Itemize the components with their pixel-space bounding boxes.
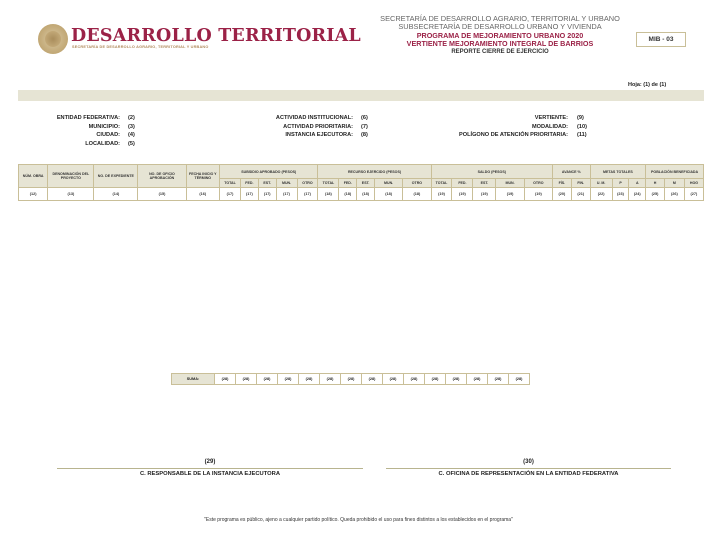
sum-cell: (28) [278,374,299,385]
subheader-total: TOTAL [431,179,452,188]
subheader-otro: OTRO [524,179,552,188]
logo-seal-icon [38,24,68,54]
info-value: (3) [128,123,135,130]
sum-cell: (28) [341,374,362,385]
header-denominacion: DENOMINACIÓN DEL PROYECTO [48,165,94,188]
subsecretaria-line: SUBSECRETARÍA DE DESARROLLO URBANO Y VIVIENDA [398,22,602,32]
sum-cell: (28) [236,374,257,385]
info-label: CIUDAD: [96,132,120,138]
info-left-values [128,115,135,149]
header-poblacion: POBLACIÓN BENEFICIADA [646,165,704,179]
sum-cell: (28) [257,374,278,385]
subheader-fed: FED. [452,179,473,188]
table-cell: (18) [318,188,339,201]
subheader-h: H [646,179,665,188]
subheader-hog: HOG [684,179,703,188]
sum-cell: (28) [215,374,236,385]
header-num-obra: NÚM. OBRA [19,165,48,188]
info-label: INSTANCIA EJECUTORA: [285,132,353,138]
sum-row [172,374,530,385]
info-right-labels [420,115,568,141]
info-value: (7) [361,123,368,130]
header-oficio: NO. DE OFICIO APROBACIÓN [138,165,186,188]
info-label: ENTIDAD FEDERATIVA: [56,115,120,121]
sum-cell: (28) [383,374,404,385]
info-label: MUNICIPIO: [88,123,120,130]
subheader-est: EST. [473,179,496,188]
signature-label: C. OFICINA DE REPRESENTACIÓN EN LA ENTIDAD FEDERATIVA [438,471,619,477]
subheader-otro: OTRO [403,179,431,188]
header-subsidio: SUBSIDIO APROBADO (PESOS) [220,165,318,179]
subheader-mun: MUN. [496,179,524,188]
table-row [19,188,704,201]
signature-label: C. RESPONSABLE DE LA INSTANCIA EJECUTORA [139,471,281,477]
info-label: VERTIENTE: [534,115,568,121]
table-cell: (19) [473,188,496,201]
table-cell: (19) [524,188,552,201]
signature-block-oficina [386,459,671,477]
subheader-fed: FED. [241,179,259,188]
table-cell: (19) [452,188,473,201]
info-middle-labels [240,115,353,141]
sum-cell: (28) [299,374,320,385]
secretaria-line: SECRETARÍA DE DESARROLLO AGRARIO, TERRITORIAL Y URBANO [380,14,620,23]
subheader-p: P [612,179,629,188]
report-title: REPORTE CIERRE DE EJERCICIO [451,49,549,56]
subheader-fin: FIN. [571,179,590,188]
table-cell: (17) [220,188,241,201]
subheader-est: EST. [357,179,375,188]
table-cell: (23) [612,188,629,201]
info-value: (2) [128,115,135,121]
table-cell: (19) [496,188,524,201]
sum-cell: (28) [509,374,530,385]
info-value: (11) [577,132,587,138]
subheader-otro: OTRO [297,179,318,188]
subheader-mun: MUN. [375,179,403,188]
info-label: ACTIVIDAD PRIORITARIA: [283,123,353,130]
header-fecha: FECHA INICIO Y TÉRMINO [186,165,220,188]
table-cell: (12) [19,188,48,201]
subheader-m: M [664,179,684,188]
signature-number: (30) [523,459,534,465]
subheader-fed: FED. [339,179,357,188]
table-cell: (15) [138,188,186,201]
header-recurso: RECURSO EJERCIDO (PESOS) [318,165,431,179]
form-code-badge: MIB - 03 [636,32,686,47]
sum-cell: (28) [488,374,509,385]
info-right-values [577,115,587,141]
table-cell: (17) [241,188,259,201]
sum-cell: (28) [320,374,341,385]
info-label: MODALIDAD: [531,123,568,130]
page-indicator: Hoja: (1) de (1) [628,82,667,88]
header-saldo: SALDO (PESOS) [431,165,552,179]
info-middle-values [361,115,368,141]
subheader-um: U. M. [590,179,612,188]
program-line: PROGRAMA DE MEJORAMIENTO URBANO 2020 [416,30,584,40]
sum-label: SUMA: [172,374,215,385]
table-cell: (22) [590,188,612,201]
signature-line [386,468,671,469]
sum-cell: (28) [404,374,425,385]
header-titles [370,15,630,56]
subheader-total: TOTAL [318,179,339,188]
footer-disclaimer: "Este programa es público, ajeno a cualquier partido político. Queda prohibido el uso para fines distintos a los establecidos en el programa" [204,517,513,523]
info-value: (9) [577,115,584,121]
table-cell: (26) [664,188,684,201]
table-cell: (18) [357,188,375,201]
subheader-a: A [629,179,646,188]
subheader-fis: FÍS. [552,179,571,188]
signature-block-ejecutora [57,459,363,477]
sum-cell: (28) [425,374,446,385]
info-label: ACTIVIDAD INSTITUCIONAL: [275,115,353,121]
table-cell: (13) [48,188,94,201]
report-table [18,164,704,201]
table-cell: (16) [186,188,220,201]
table-cell: (17) [297,188,318,201]
signature-line [57,468,363,469]
sum-cell: (28) [467,374,488,385]
table-cell: (27) [684,188,703,201]
info-value: (5) [128,140,135,147]
info-value: (8) [361,132,368,138]
header-avance: AVANCE % [552,165,590,179]
header-expediente: NO. DE EXPEDIENTE [94,165,138,188]
table-cell: (21) [571,188,590,201]
signature-number: (29) [204,459,216,465]
header-band [18,90,704,101]
seal-emblem [45,31,61,47]
sum-cell: (28) [446,374,467,385]
table-cell: (20) [552,188,571,201]
table-cell: (18) [403,188,431,201]
table-cell: (18) [339,188,357,201]
table-cell: (14) [94,188,138,201]
sum-table [171,373,530,385]
table-cell: (25) [646,188,665,201]
table-cell: (18) [375,188,403,201]
vertiente-line: VERTIENTE MEJORAMIENTO INTEGRAL DE BARRIOS [406,38,594,48]
header-metas: METAS TOTALES [590,165,645,179]
brand-subtitle: SECRETARÍA DE DESARROLLO AGRARIO, TERRITORIAL Y URBANO [72,45,209,49]
info-left-labels [30,115,120,149]
info-value: (10) [577,123,587,130]
subheader-mun: MUN. [276,179,297,188]
table-cell: (17) [258,188,276,201]
brand-title: DESARROLLO TERRITORIAL [71,26,361,46]
sum-cell: (28) [362,374,383,385]
info-value: (4) [128,132,135,138]
info-value: (6) [361,115,368,121]
subheader-total: TOTAL [220,179,241,188]
table-cell: (24) [629,188,646,201]
table-cell: (17) [276,188,297,201]
subheader-est: EST. [258,179,276,188]
info-label: POLÍGONO DE ATENCIÓN PRIORITARIA: [459,132,568,138]
table-cell: (19) [431,188,452,201]
info-label: LOCALIDAD: [85,140,120,147]
